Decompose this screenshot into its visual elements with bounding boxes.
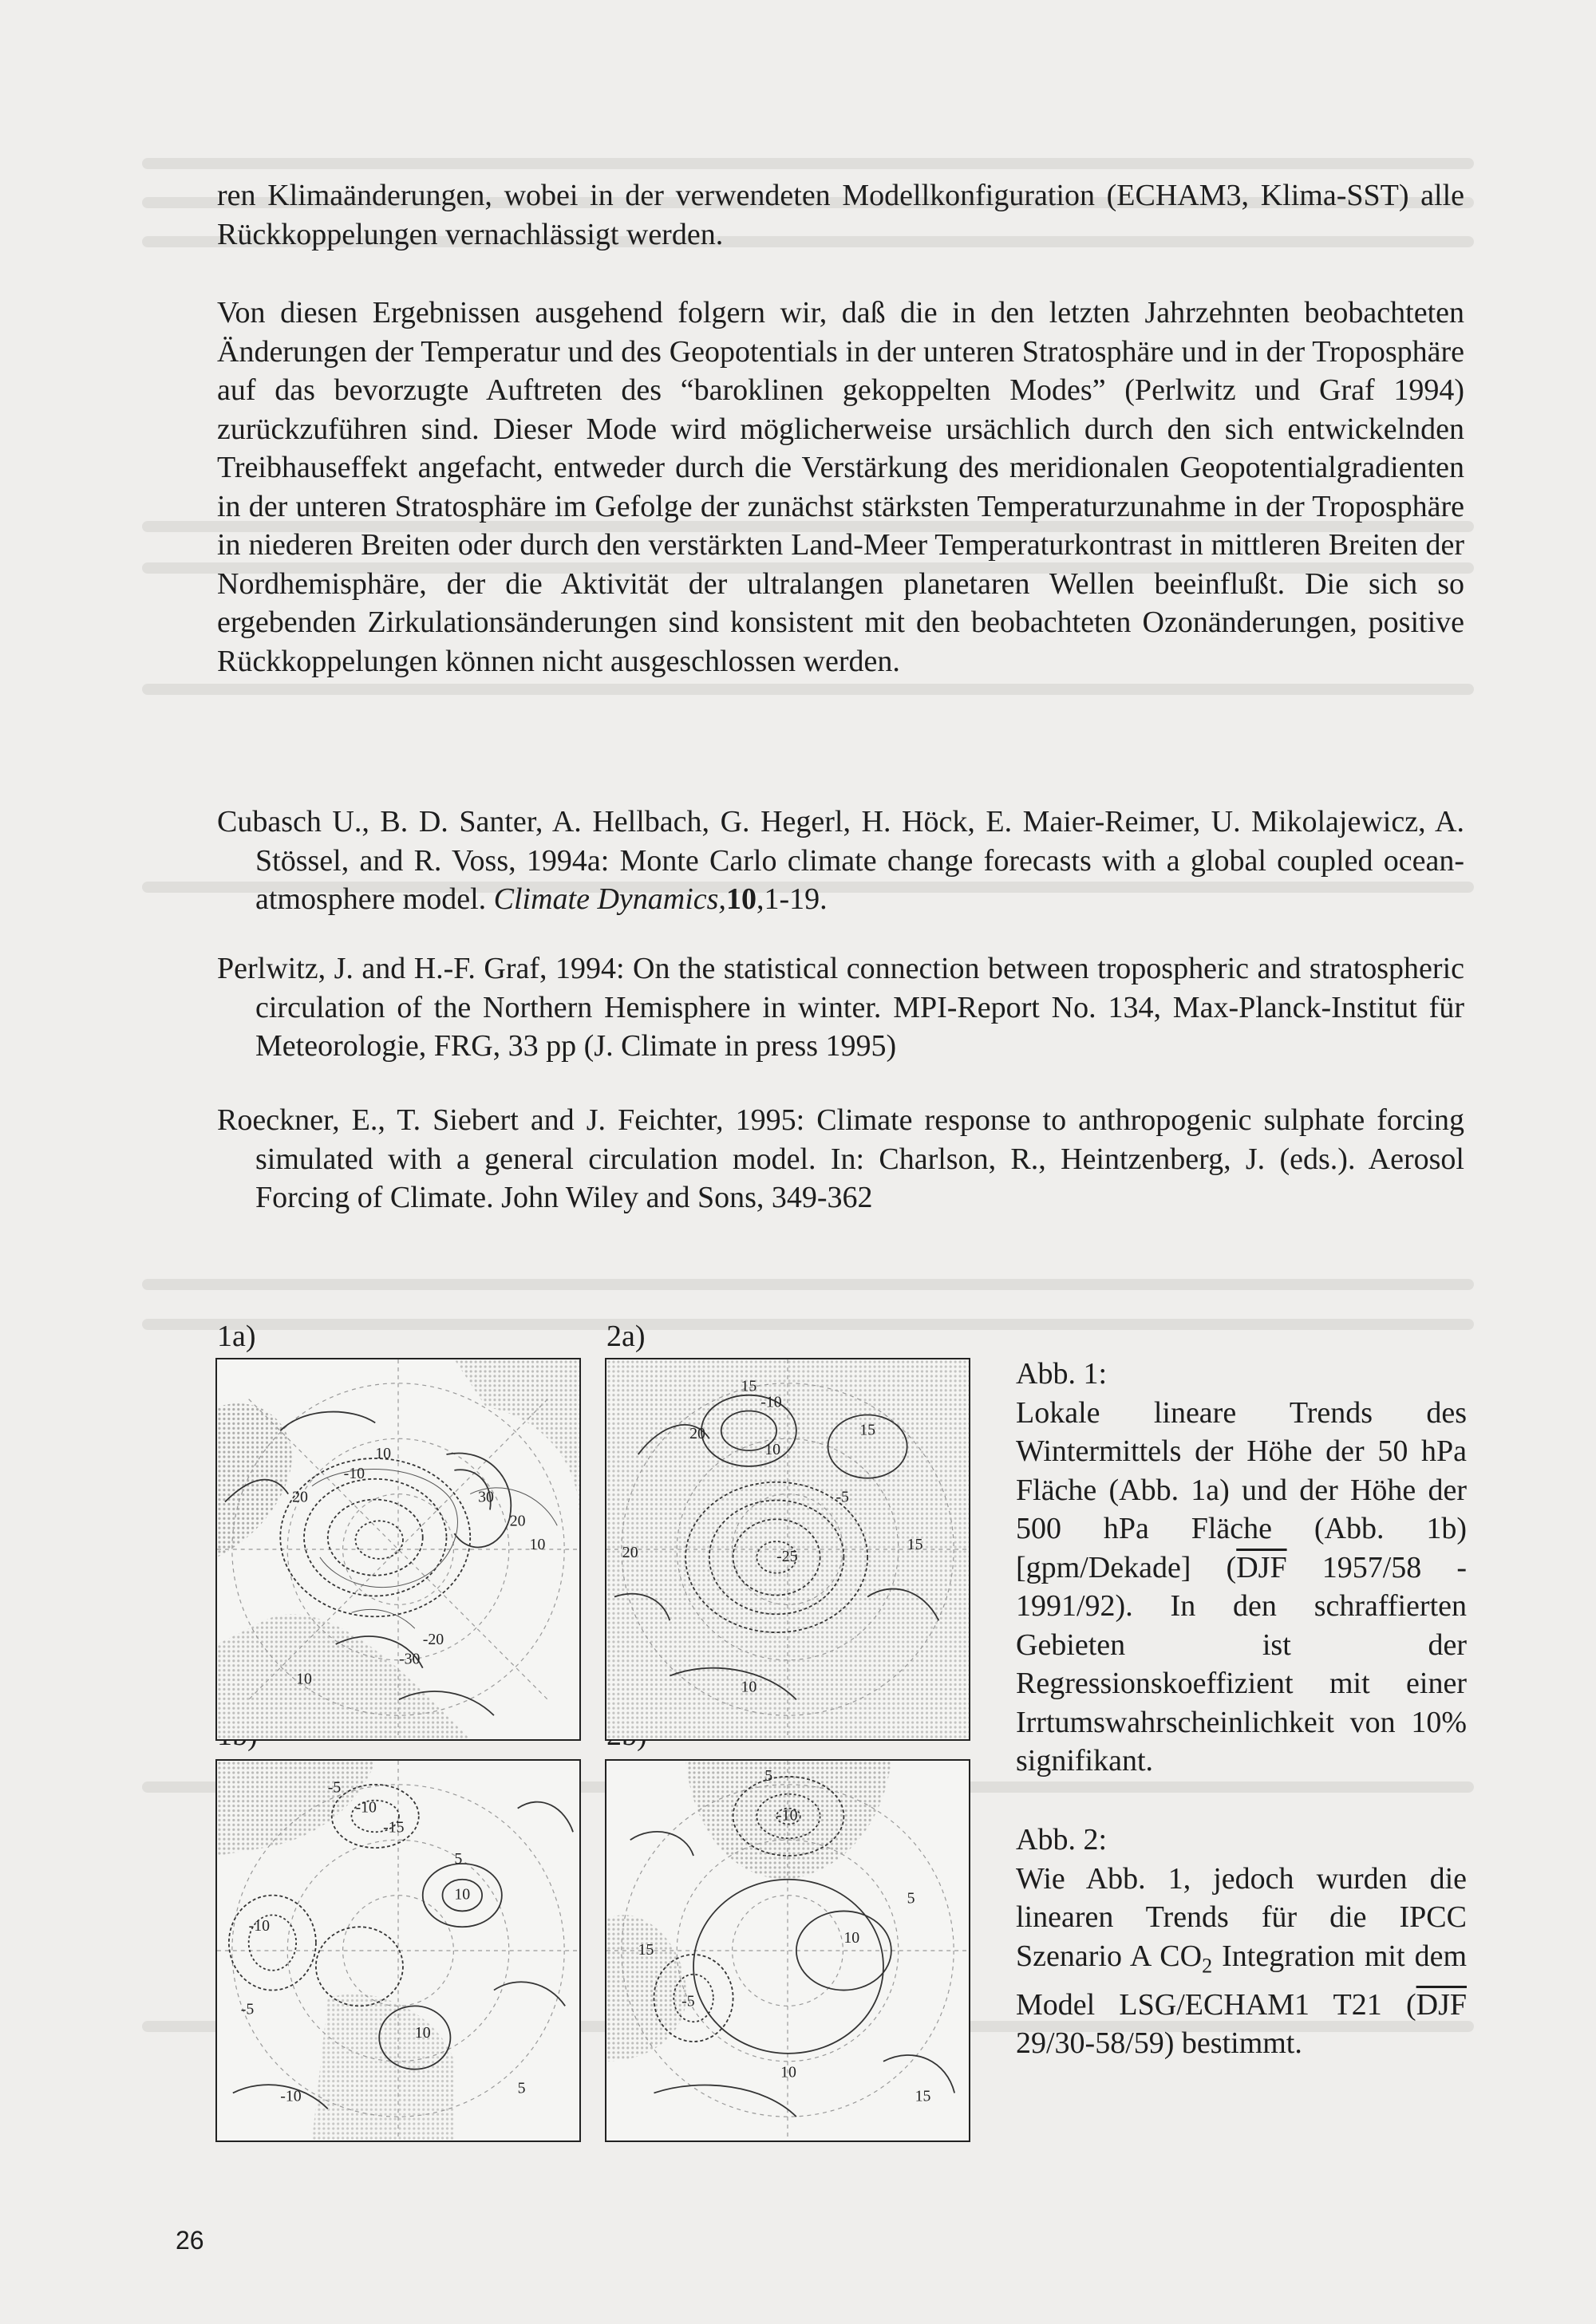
- map-2a-contour-label: -10: [760, 1393, 782, 1411]
- paragraph-1: ren Klimaänderungen, wobei in der verwendeten Modellkonfiguration (ECHAM3, Klima-SST) alle Rückkoppelungen vernachlässigt werden.: [217, 179, 1464, 251]
- map-2a-contour-label: 15: [741, 1377, 757, 1395]
- map-2a-contour-label: -5: [836, 1488, 849, 1506]
- caption-abb2-text-end: 29/30-58/59) bestimmt.: [1016, 2026, 1302, 2061]
- map-2a-contour-label: 20: [689, 1425, 705, 1443]
- map-2a-contour-label: 10: [741, 1678, 757, 1696]
- caption-abb1-title: Abb. 1:: [1016, 1357, 1107, 1391]
- map-2b-contour-label: 15: [915, 2087, 931, 2105]
- caption-abb1-djf: $\overline{DJF}$: [1236, 1550, 1287, 1584]
- map-2b-contour-label: 5: [907, 1889, 915, 1908]
- map-1b: [215, 1759, 581, 2142]
- map-2a-contour-label: 15: [859, 1421, 876, 1439]
- paragraph-2: Von diesen Ergebnissen ausgehend folgern wir, daß die in den letzten Jahrzehnten beobachteten Änderungen der Temperatur und des Geopotentials in der unteren Stratosphäre und in der Troposphäre auf das bevorzugte Auftreten des “baroklinen gekoppelten Modes” (Perlwitz und Graf 1994) zurückzuführen sind. Dieser Mode wird möglicherweise ursächlich durch den sich entwickelnden Treibhauseffekt angefacht, entweder durch die Verstärkung des meridionalen Geopotentialgradienten in der unteren Stratosphäre im Gefolge der zunächst stärksten Temperaturzunahme in der Troposphäre in niederen Breiten oder durch den verstärkten Land-Meer Temperaturkontrast in mittleren Breiten der Nordhemisphäre, der die Aktivität der ultralangen planetaren Wellen beeinflußt. Die sich so ergebenden Zirkulationsänderungen sind konsistent mit den beobachteten Ozonänderungen, positive Rückkoppelungen können nicht ausgeschlossen werden.: [217, 296, 1464, 678]
- map-1b-contour-label: 5: [517, 2079, 526, 2097]
- map-1a-contour-label: 10: [296, 1670, 312, 1688]
- reference-roeckner: Roeckner, E., T. Siebert and J. Feichter, 1995: Climate response to anthropogenic sulphate forcing simulated with a general circulation model. In: Charlson, R., Heintzenberg, J. (eds.). Aerosol Forcing of Climate. John Wiley and Sons, 349-362: [217, 1103, 1464, 1214]
- figure-label-2a: 2a): [606, 1320, 646, 1353]
- map-1b-contour-label: -15: [383, 1818, 405, 1837]
- map-1b-contour-label: -10: [248, 1917, 271, 1935]
- map-2b-plot: [606, 1761, 969, 2141]
- map-2a: [605, 1358, 970, 1741]
- map-1a-contour-label: -30: [398, 1650, 421, 1668]
- map-2b-contour-label: 10: [780, 2063, 796, 2081]
- map-1a-contour-label: 20: [292, 1488, 308, 1506]
- reference-cubasch-volume: 10: [725, 882, 757, 916]
- map-2a-contour-label: 15: [907, 1536, 923, 1553]
- caption-abb2-text-mid: Integration mit dem Model LSG/ECHAM1 T21 (: [1016, 1939, 1468, 2022]
- map-1a: [215, 1358, 581, 1741]
- map-1b-contour-label: 10: [454, 1885, 471, 1904]
- map-2b-contour-label: 10: [843, 1929, 860, 1947]
- map-1b-contour-label: 10: [414, 2024, 431, 2042]
- map-1a-contour-label: 10: [529, 1536, 546, 1553]
- figure-label-1a: 1a): [217, 1320, 256, 1353]
- map-1a-contour-label: -20: [422, 1630, 444, 1648]
- reference-cubasch-main: Cubasch U., B. D. Santer, A. Hellbach, G. Hegerl, H. Höck, E. Maier-Reimer, U. Mikolajewicz, A. Stössel, and R. Voss, 1994a: Monte Carlo climate change forecasts with a global coupled ocean-atmosphere model.: [217, 805, 1464, 916]
- map-1b-contour-label: 5: [454, 1849, 463, 1868]
- map-1b-contour-label: -5: [327, 1778, 342, 1797]
- map-2b-contour-label: -10: [776, 1806, 798, 1825]
- map-2b-contour-label: 5: [764, 1766, 773, 1785]
- map-2a-plot: [606, 1359, 969, 1739]
- caption-abb2-title: Abb. 2:: [1016, 1823, 1107, 1856]
- reference-perlwitz: Perlwitz, J. and H.-F. Graf, 1994: On the statistical connection between tropospheric and stratospheric circulation of the Northern Hemisphere in winter. MPI-Report No. 134, Max-Planck-Institut für Meteorologie, FRG, 33 pp (J. Climate in press 1995): [217, 952, 1464, 1063]
- caption-abb2: [1016, 1821, 1467, 2063]
- caption-abb2-djf: $\overline{DJF}$: [1416, 1987, 1467, 2022]
- map-2b: [605, 1759, 970, 2142]
- map-1a-contour-label: -10: [343, 1464, 365, 1482]
- map-1b-contour-label: -5: [240, 2000, 255, 2018]
- map-1b-contour-label: -10: [280, 2087, 302, 2105]
- map-2b-contour-label: 15: [638, 1940, 654, 1959]
- reference-cubasch: [217, 803, 1464, 919]
- caption-abb1-text: Lokale lineare Trends des Wintermittels der Höhe der 50 hPa Fläche (Abb. 1a) und der Höhe der 500 hPa Fläche (Abb. 1b) [gpm/Dekade] (: [1016, 1395, 1467, 1584]
- reference-cubasch-pages: ,1-19.: [756, 882, 828, 916]
- caption-abb2-text: Wie Abb. 1, jedoch wurden die linearen Trends für die IPCC Szenario A CO: [1016, 1861, 1467, 1973]
- page-number: 26: [176, 2226, 204, 2255]
- reference-cubasch-journal: Climate Dynamics,: [493, 882, 726, 916]
- caption-abb1-text-end: 1957/58 - 1991/92). In den schraffierten Gebieten ist der Regressionskoeffizient mit einer Irrtumswahrscheinlichkeit von 10% signifikant.: [1016, 1550, 1467, 1778]
- map-1b-contour-label: -10: [355, 1798, 377, 1817]
- map-2a-contour-label: 20: [622, 1543, 638, 1561]
- map-2a-contour-label: -25: [776, 1547, 798, 1565]
- caption-abb2-subscript: 2: [1202, 1954, 1213, 1978]
- map-1b-plot: [217, 1761, 579, 2141]
- map-1a-contour-label: 10: [375, 1445, 392, 1463]
- map-1a-plot: [217, 1359, 579, 1739]
- caption-abb1: [1016, 1355, 1467, 1781]
- map-2b-contour-label: -5: [681, 1992, 695, 2010]
- map-2a-contour-label: 10: [764, 1441, 781, 1459]
- map-1a-contour-label: 20: [509, 1512, 526, 1530]
- map-1a-contour-label: 30: [478, 1488, 494, 1506]
